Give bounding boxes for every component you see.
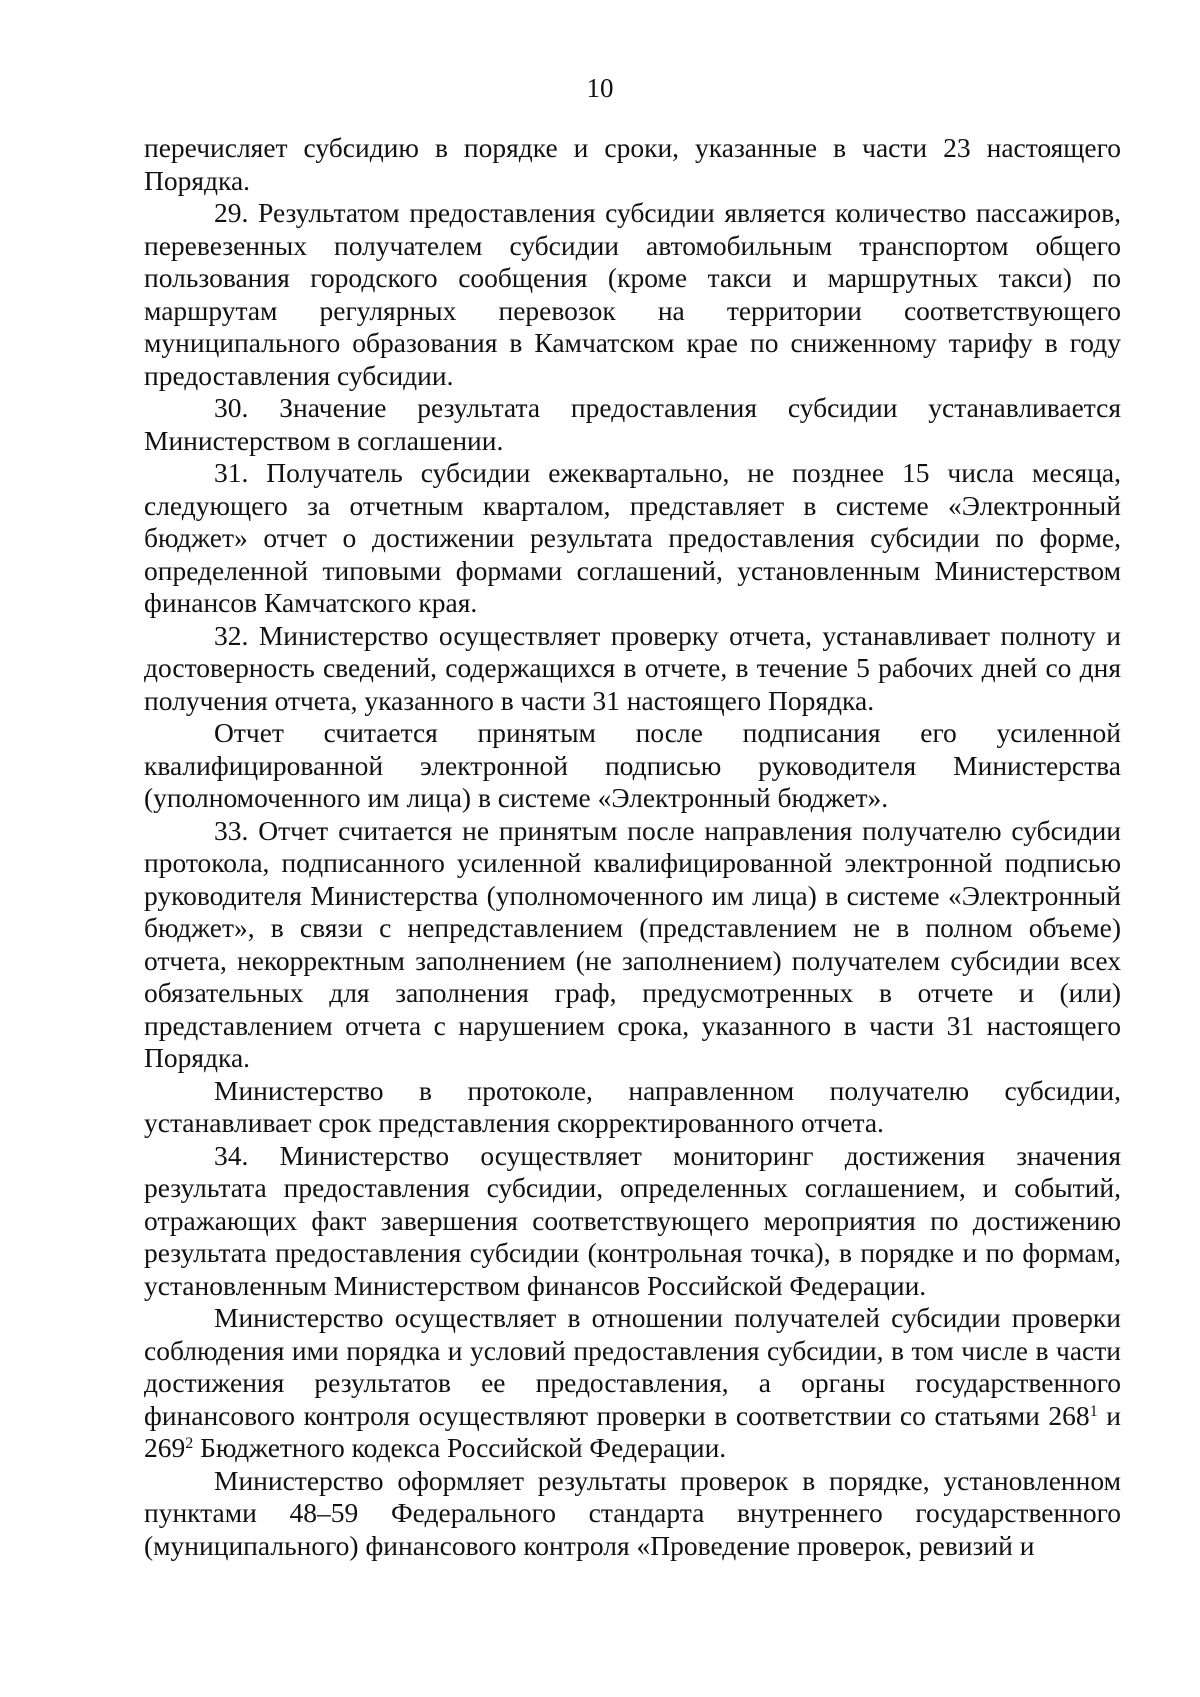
- superscript-2: 2: [185, 1435, 194, 1452]
- inspections-text-part2: и 269: [144, 1399, 1122, 1463]
- paragraph-29: 29. Результатом предоставления субсидии является количество пассажиров, перевезенных получателем субсидии автомобильным транспортом общего пользования городского сообщения (кроме такси и маршрутных такси) по маршрутам регулярных перевозок на территории соответствующего муниципального образования в Камчатском крае по сниженному тарифу в году предоставления субсидии.: [144, 197, 1121, 391]
- paragraph-30: 30. Значение результата предоставления субсидии устанавливается Министерством в соглашении.: [144, 392, 1121, 456]
- inspections-text-part1: Министерство осуществляет в отношении получателей субсидии проверки соблюдения ими порядка и условий предоставления субсидии, в том числе в части достижения результатов ее предоставления, а органы государственного финансового контроля осуществляют проверки в соответствии со статьями 268: [144, 1302, 1121, 1431]
- document-body: [144, 132, 1121, 1562]
- paragraph-33-protocol-deadline: Министерство в протоколе, направленном получателю субсидии, устанавливает срок представления скорректированного отчета.: [144, 1074, 1121, 1138]
- paragraph-continuation: перечисляет субсидию в порядке и сроки, указанные в части 23 настоящего Порядка.: [144, 132, 1121, 196]
- paragraph-34-results-formalization: Министерство оформляет результаты проверок в порядке, установленном пунктами 48–59 Федерального стандарта внутреннего государственного (муниципального) финансового контроля «Проведение проверок, ревизий и: [144, 1464, 1121, 1561]
- paragraph-32: 32. Министерство осуществляет проверку отчета, устанавливает полноту и достоверность сведений, содержащихся в отчете, в течение 5 рабочих дней со дня получения отчета, указанного в части 31 настоящего Порядка.: [144, 619, 1121, 716]
- superscript-1: 1: [1089, 1402, 1098, 1420]
- page-number: 10: [586, 73, 614, 103]
- paragraph-34: 34. Министерство осуществляет мониторинг достижения значения результата предоставления субсидии, определенных соглашением, и событий, отражающих факт завершения соответствующего мероприятия по достижению результата предоставления субсидии (контрольная точка), в порядке и по формам, установленным Министерством финансов Российской Федерации.: [144, 1139, 1121, 1301]
- paragraph-31: 31. Получатель субсидии ежеквартально, не позднее 15 числа месяца, следующего за отчетным кварталом, представляет в системе «Электронный бюджет» отчет о достижении результата предоставления субсидии по форме, определенной типовыми формами соглашений, установленным Министерством финансов Камчатского края.: [144, 457, 1121, 618]
- paragraph-34-inspections: [144, 1302, 1121, 1465]
- inspections-text-part3: Бюджетного кодекса Российской Федерации.: [193, 1432, 727, 1463]
- paragraph-33: 33. Отчет считается не принятым после направления получателю субсидии протокола, подписанного усиленной квалифицированной электронной подписью руководителя Министерства (уполномоченного им лица) в системе «Электронный бюджет», в связи с непредставлением (представлением не в полном объеме) отчета, некорректным заполнением (не заполнением) получателем субсидии всех обязательных для заполнения граф, предусмотренных в отчете и (или) представлением отчета с нарушением срока, указанного в части 31 настоящего Порядка.: [144, 814, 1121, 1073]
- paragraph-32-report-accepted: Отчет считается принятым после подписания его усиленной квалифицированной электронной подписью руководителя Министерства (уполномоченного им лица) в системе «Электронный бюджет».: [144, 717, 1121, 813]
